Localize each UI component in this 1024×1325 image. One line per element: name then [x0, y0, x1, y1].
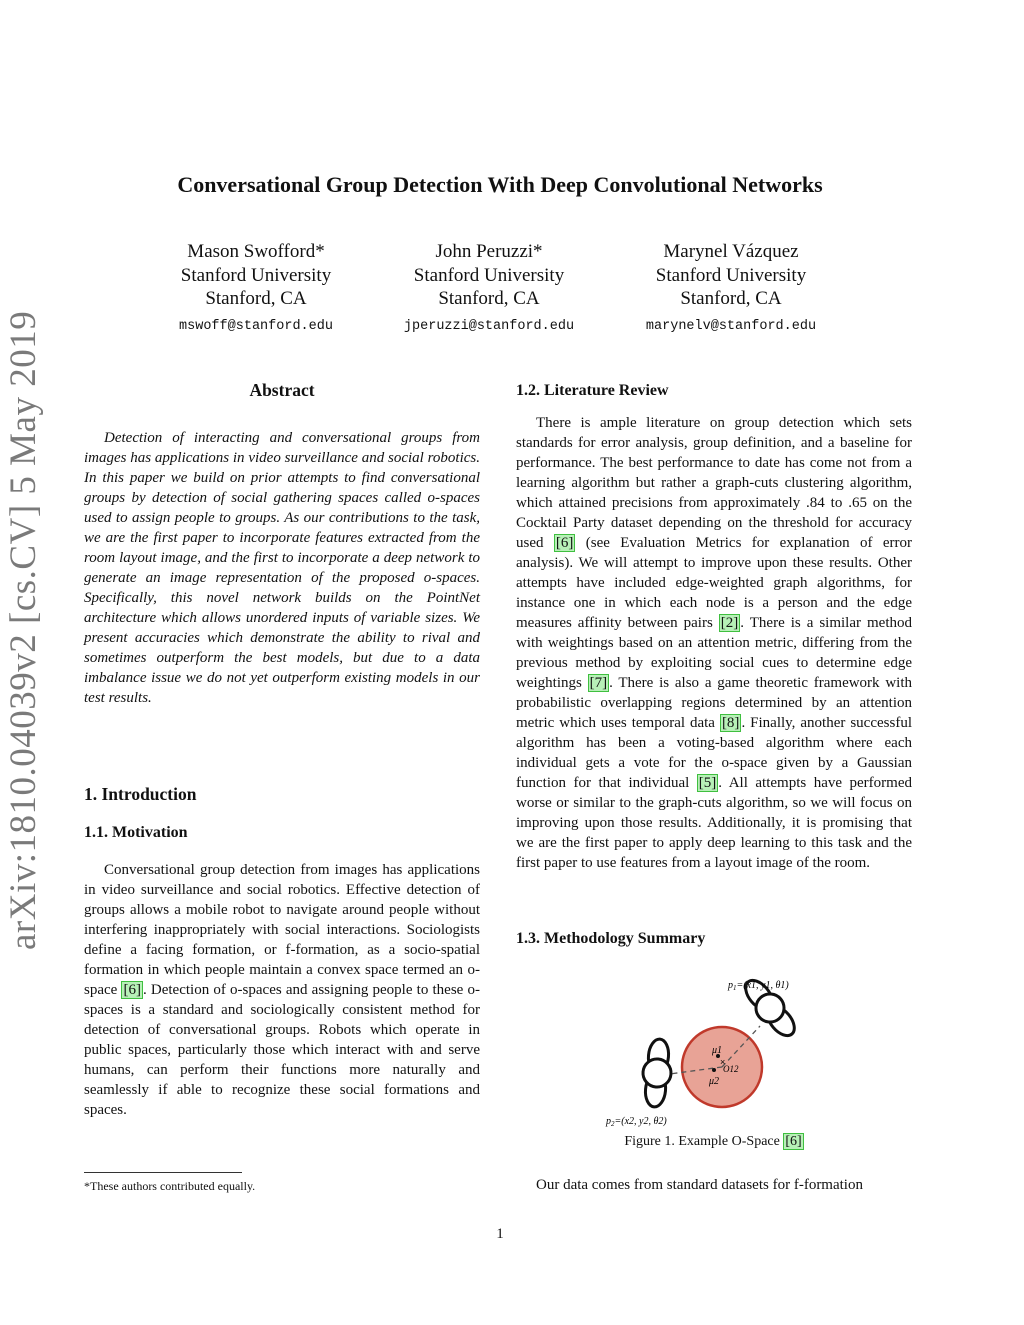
- caption-text: Figure 1. Example O-Space: [624, 1134, 784, 1149]
- literature-text: (see Evaluation Metrics for explanation of error analysis). We will attempt to improve upon these results. Other attempts have included edge-weighted graph algorithms, for instance one in which each node is a person and the edge measures affinity between pairs: [516, 535, 912, 631]
- author-location: Stanford, CA: [438, 288, 540, 309]
- abstract-text: Detection of interacting and conversational groups from images has applications in video surveillance and social robotics. In this paper we build on prior attempts to find conversational groups by detection of social gathering spaces called o-spaces used to assign people to groups. As our contributions to the task, we are the first paper to incorporate features extracted from the room layout image, and the first to incorporate a deep network to generate an image representation of the proposed o-spaces. Specifically, this novel network builds on the PointNet architecture which allows unordered inputs of variable sizes. We present accuracies which demonstrate the ability to rival and sometimes outperform the best models, but due to a data imbalance issue we do not yet outperform existing models in our test results.: [84, 430, 480, 706]
- citation-link[interactable]: [2]: [720, 615, 739, 631]
- literature-text: . There is also a game theoretic framework with probabilistic overlapping regions determined by an attention metric which uses temporal data: [516, 675, 912, 731]
- citation-link[interactable]: [7]: [589, 675, 608, 691]
- author-location: Stanford, CA: [680, 288, 782, 309]
- mu1-label: μ1: [712, 1045, 723, 1056]
- author-name: John Peruzzi*: [435, 241, 543, 262]
- arxiv-identifier: arXiv:1810.04039v2 [cs.CV] 5 May 2019: [3, 310, 44, 950]
- author-email[interactable]: jperuzzi@stanford.edu: [403, 318, 575, 334]
- author-email[interactable]: mswoff@stanford.edu: [179, 318, 333, 334]
- motivation-paragraph: [84, 860, 480, 1120]
- author-name: Mason Swofford*: [187, 241, 325, 262]
- figure-o-space: [600, 970, 860, 1135]
- literature-text: There is ample literature on group detection which sets standards for error analysis, group definition, and a baseline for performance. The best performance to date has come not from a learning algorithm but rather a graph-cuts clustering algorithm, which attained precisions from approximately .84 to .65 on the Cocktail Party dataset depending on the threshold for accuracy used: [516, 415, 912, 551]
- citation-link[interactable]: [6]: [555, 535, 574, 551]
- motivation-text: . Detection of o-spaces and assigning people to these o-spaces is a standard and sociologically consistent method for detection of conversational groups. Robots which operate in public spaces, particularly those which interact with and serve humans, can perform their functions more naturally and seamlessly if able to recognize these social formations and spaces.: [84, 982, 480, 1118]
- author-affiliation: Stanford University: [413, 264, 565, 286]
- author-affiliation: Stanford University: [655, 264, 807, 286]
- mu2-point: [712, 1068, 716, 1072]
- footnote-rule: [84, 1172, 242, 1173]
- p2-label: $p_2=(x2$, y2, θ2): [606, 1116, 667, 1128]
- abstract-heading: Abstract: [249, 380, 315, 400]
- methodology-text: Our data comes from standard datasets for f-formation: [536, 1177, 863, 1193]
- motivation-heading: 1.1. Motivation: [84, 824, 188, 841]
- mu2-label: μ2: [709, 1076, 720, 1087]
- citation-link[interactable]: [6]: [785, 1134, 802, 1149]
- literature-paragraph: [516, 413, 912, 873]
- citation-link[interactable]: [5]: [698, 775, 717, 791]
- person-2-icon: [640, 1038, 674, 1108]
- literature-text: . Finally, another successful algorithm has been a voting-based algorithm where each individual gets a vote for the o-space given by a Gaussian function for that individual: [516, 715, 912, 791]
- author-block-3: [616, 240, 846, 338]
- o12-label: O12: [723, 1064, 739, 1074]
- page-number: 1: [496, 1226, 504, 1242]
- author-affiliation: Stanford University: [180, 264, 332, 286]
- literature-heading: 1.2. Literature Review: [516, 382, 669, 399]
- author-block-1: [141, 240, 371, 338]
- author-block-2: [374, 240, 604, 338]
- methodology-heading: 1.3. Methodology Summary: [516, 930, 706, 947]
- author-email[interactable]: marynelv@stanford.edu: [645, 318, 817, 334]
- author-location: Stanford, CA: [205, 288, 307, 309]
- introduction-heading: 1. Introduction: [84, 784, 197, 804]
- o12-marker: ×: [720, 1057, 726, 1067]
- motivation-text: Conversational group detection from images has applications in video surveillance and social robotics. Effective detection of groups allows a mobile robot to navigate around people without interfering inappropriately with social interactions. Sociologists define a facing formation, or f-formation, as a socio-spatial formation in which people maintain a convex space termed an o-space: [84, 862, 480, 998]
- literature-text: . There is a similar method with weightings based on an attention metric, differing from the previous method by exploiting social cues to determine edge weightings: [516, 615, 912, 691]
- author-name: Marynel Vázquez: [663, 241, 799, 262]
- p1-label: $p_1=(x1$, y1, θ1): [728, 980, 789, 992]
- literature-text: . All attempts have performed worse or similar to the graph-cuts algorithm, so we will focus on improving upon those results. Additionally, it is promising that we are the first paper to apply deep learning to this task and the first paper to use features from a layout image of the room.: [516, 775, 912, 871]
- paper-title: Conversational Group Detection With Deep Convolutional Networks: [177, 172, 823, 197]
- footnote: *These authors contributed equally.: [84, 1179, 256, 1193]
- citation-link[interactable]: [6]: [123, 982, 141, 998]
- citation-link[interactable]: [8]: [721, 715, 740, 731]
- figure-caption: [516, 1134, 912, 1150]
